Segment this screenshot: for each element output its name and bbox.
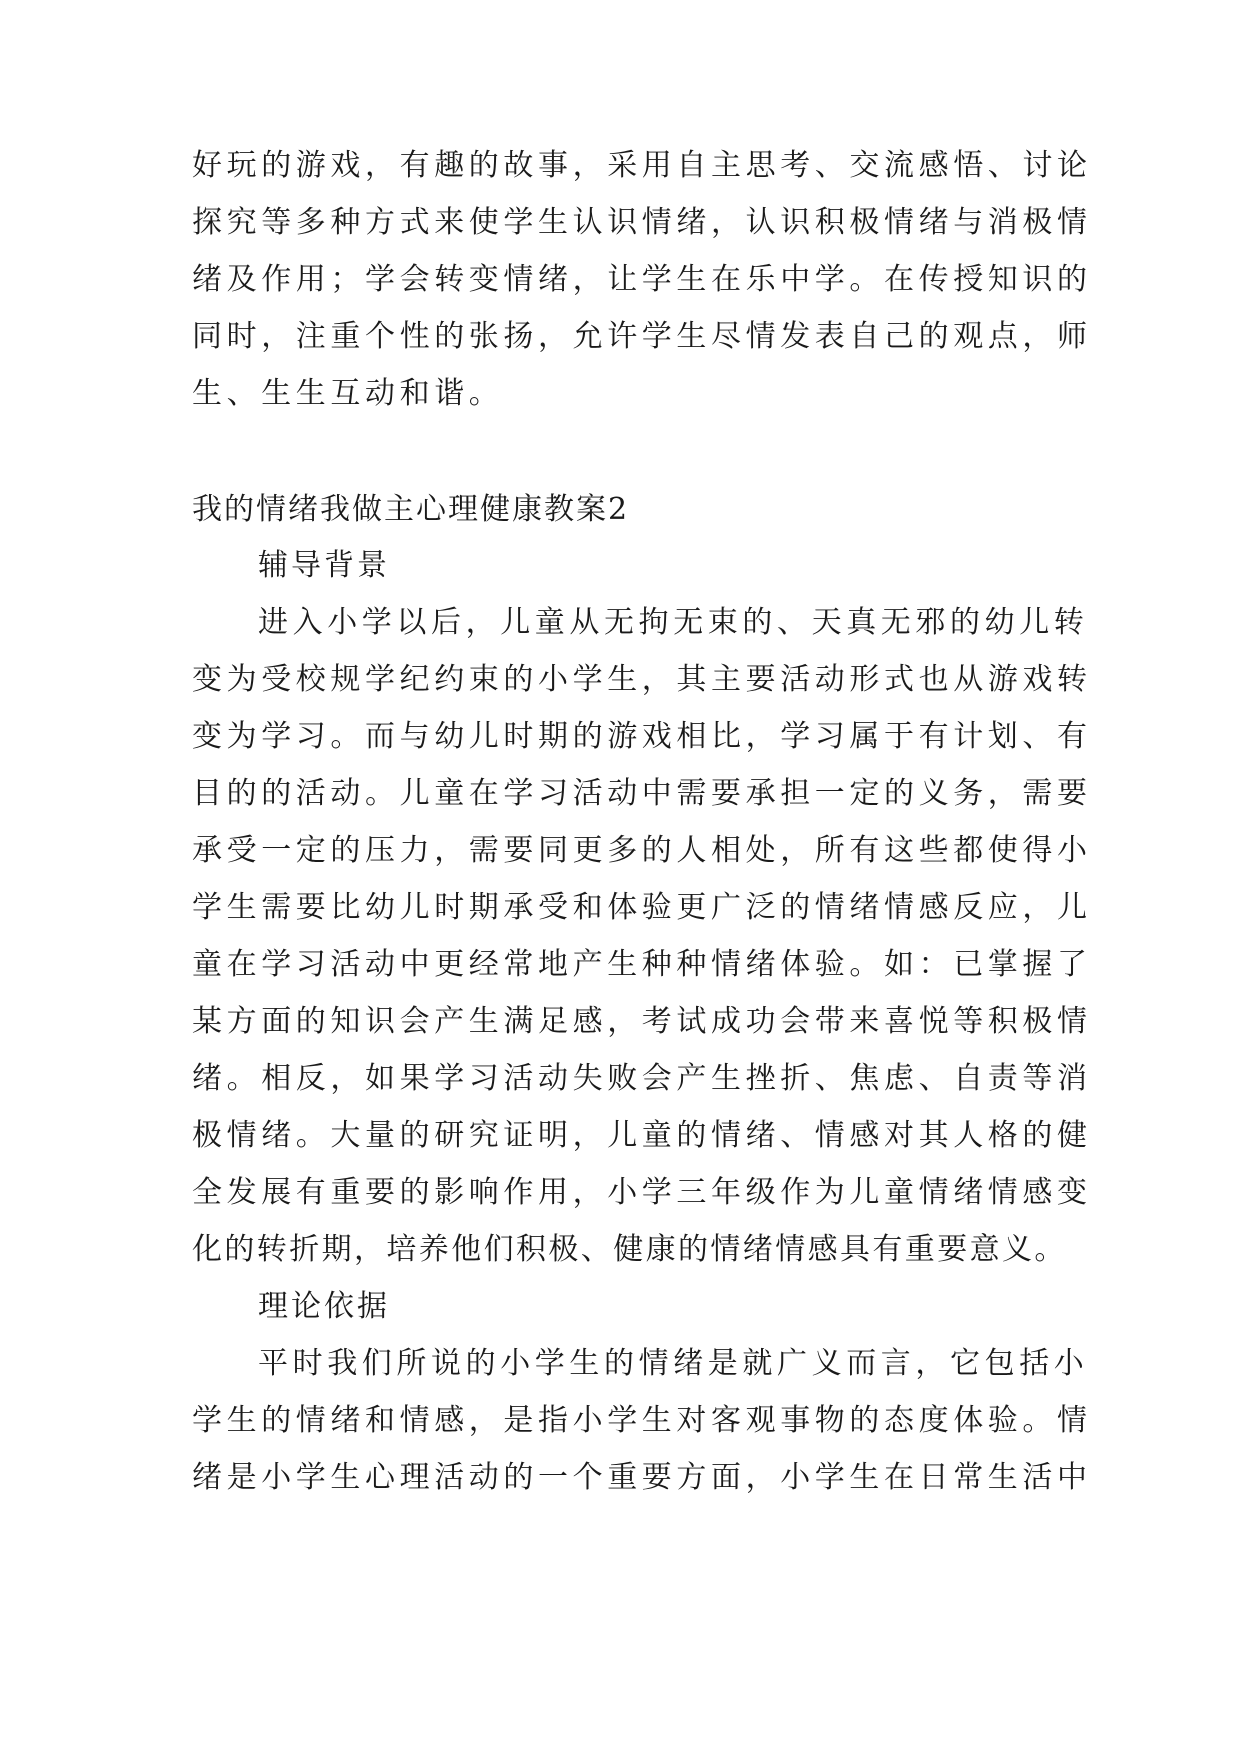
theory-heading: 理论依据 — [258, 1289, 390, 1324]
paragraph-line: 学生需要比幼儿时期承受和体验更广泛的情绪情感反应，儿 — [192, 890, 1092, 925]
paragraph-line: 变为学习。而与幼儿时期的游戏相比，学习属于有计划、有 — [192, 719, 1092, 754]
paragraph-line: 变为受校规学纪约束的小学生，其主要活动形式也从游戏转 — [192, 662, 1092, 697]
paragraph-line: 生、生生互动和谐。 — [192, 376, 504, 411]
paragraph-line: 化的转折期，培养他们积极、健康的情绪情感具有重要意义。 — [192, 1232, 1067, 1267]
paragraph-line: 同时，注重个性的张扬，允许学生尽情发表自己的观点，师 — [192, 319, 1092, 354]
section-title: 我的情绪我做主心理健康教案2 — [192, 492, 630, 527]
paragraph-line: 绪是小学生心理活动的一个重要方面，小学生在日常生活中 — [192, 1460, 1092, 1495]
paragraph-line: 平时我们所说的小学生的情绪是就广义而言，它包括小 — [258, 1346, 1089, 1381]
paragraph-line: 承受一定的压力，需要同更多的人相处，所有这些都使得小 — [192, 833, 1092, 868]
paragraph-line: 绪及作用；学会转变情绪，让学生在乐中学。在传授知识的 — [192, 262, 1092, 297]
paragraph-line: 学生的情绪和情感，是指小学生对客观事物的态度体验。情 — [192, 1403, 1092, 1438]
paragraph-line: 探究等多种方式来使学生认识情绪，认识积极情绪与消极情 — [192, 205, 1092, 240]
paragraph-line: 进入小学以后，儿童从无拘无束的、天真无邪的幼儿转 — [258, 605, 1089, 640]
paragraph-line: 某方面的知识会产生满足感，考试成功会带来喜悦等积极情 — [192, 1004, 1092, 1039]
paragraph-line: 目的的活动。儿童在学习活动中需要承担一定的义务，需要 — [192, 776, 1092, 811]
paragraph-line: 好玩的游戏，有趣的故事，采用自主思考、交流感悟、讨论 — [192, 148, 1092, 183]
paragraph-line: 绪。相反，如果学习活动失败会产生挫折、焦虑、自责等消 — [192, 1061, 1092, 1096]
paragraph-line: 童在学习活动中更经常地产生种种情绪体验。如：已掌握了 — [192, 947, 1092, 982]
paragraph-line: 全发展有重要的影响作用，小学三年级作为儿童情绪情感变 — [192, 1175, 1092, 1210]
background-heading: 辅导背景 — [258, 548, 390, 583]
paragraph-line: 极情绪。大量的研究证明，儿童的情绪、情感对其人格的健 — [192, 1118, 1092, 1153]
